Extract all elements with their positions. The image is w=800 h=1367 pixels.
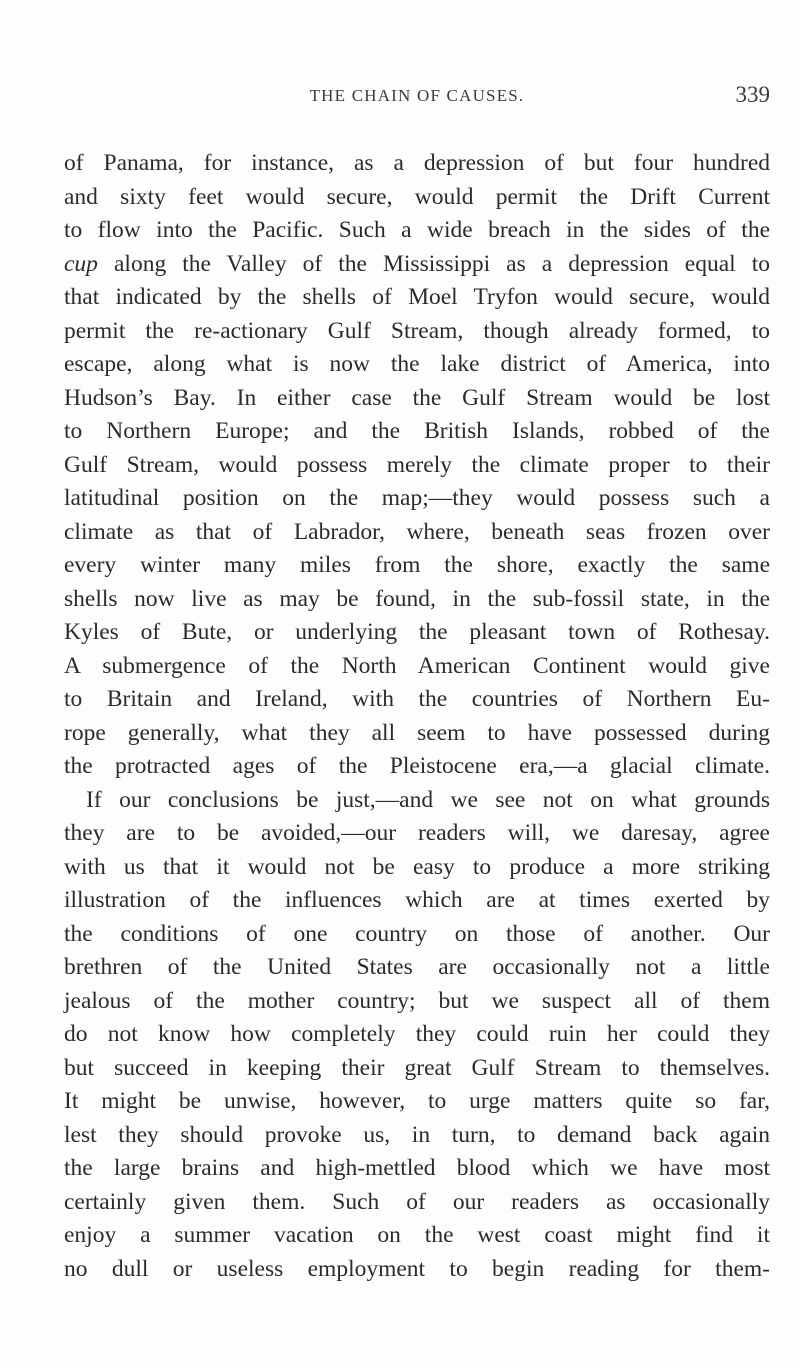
text-line: the large brains and high-mettled blood which we have most [64, 1155, 770, 1181]
text-line: do not know how completely they could ruin her could they [64, 1021, 770, 1047]
text-line: to Northern Europe; and the British Islands, robbed of the [64, 418, 770, 444]
text-line: climate as that of Labrador, where, beneath seas frozen over [64, 518, 770, 545]
text-line: to Britain and Ireland, with the countries of Northern Eu- [64, 686, 770, 712]
text-line: that indicated by the shells of Moel Tryfon would secure, would [64, 284, 770, 310]
text-line: It might be unwise, however, to urge matters quite so far, [64, 1088, 770, 1114]
text-line: If our conclusions be just,—and we see not on what grounds [86, 786, 770, 813]
text-line: the protracted ages of the Pleistocene era,—a glacial climate. [64, 753, 770, 779]
text-line: latitudinal position on the map;—they would possess such a [64, 485, 770, 511]
text-line: to flow into the Pacific. Such a wide breach in the sides of the [64, 217, 770, 243]
text-line: lest they should provoke us, in turn, to demand back again [64, 1121, 770, 1148]
text-line: Hudson’s Bay. In either case the Gulf Stream would be lost [64, 384, 770, 411]
running-title: THE CHAIN OF CAUSES. [309, 86, 525, 105]
running-head [64, 82, 770, 114]
text-line: jealous of the mother country; but we suspect all of them [64, 987, 770, 1014]
text-line: A submergence of the North American Continent would give [64, 652, 770, 679]
text-line: with us that it would not be easy to produce a more striking [64, 853, 770, 880]
text-line: and sixty feet would secure, would permit the Drift Current [64, 183, 770, 210]
page-number: 339 [735, 82, 770, 107]
text-line: no dull or useless employment to begin reading for them- [64, 1255, 770, 1282]
text-line: every winter many miles from the shore, exactly the same [64, 552, 770, 578]
text-line: Kyles of Bute, or underlying the pleasant town of Rothesay. [64, 619, 770, 645]
text-line: shells now live as may be found, in the sub-fossil state, in the [64, 585, 770, 612]
text-line: rope generally, what they all seem to have possessed during [64, 719, 770, 746]
text-line: the conditions of one country on those of another. Our [64, 920, 770, 947]
text-line: of Panama, for instance, as a depression of but four hundred [64, 150, 770, 176]
text-line: permit the re-actionary Gulf Stream, though already formed, to [64, 317, 770, 344]
text-line: brethren of the United States are occasionally not a little [64, 954, 770, 980]
text-line: cup along the Valley of the Mississippi as a depression equal to [64, 250, 770, 277]
text-line: they are to be avoided,—our readers will, we daresay, agree [64, 820, 770, 846]
body-text [64, 147, 770, 1286]
text-line: escape, along what is now the lake district of America, into [64, 351, 770, 377]
text-line: Gulf Stream, would possess merely the climate proper to their [64, 451, 770, 478]
text-line: enjoy a summer vacation on the west coast might find it [64, 1222, 770, 1248]
text-line: illustration of the influences which are at times exerted by [64, 887, 770, 913]
text-line: certainly given them. Such of our readers as occasionally [64, 1188, 770, 1215]
text-line: but succeed in keeping their great Gulf Stream to themselves. [64, 1054, 770, 1081]
